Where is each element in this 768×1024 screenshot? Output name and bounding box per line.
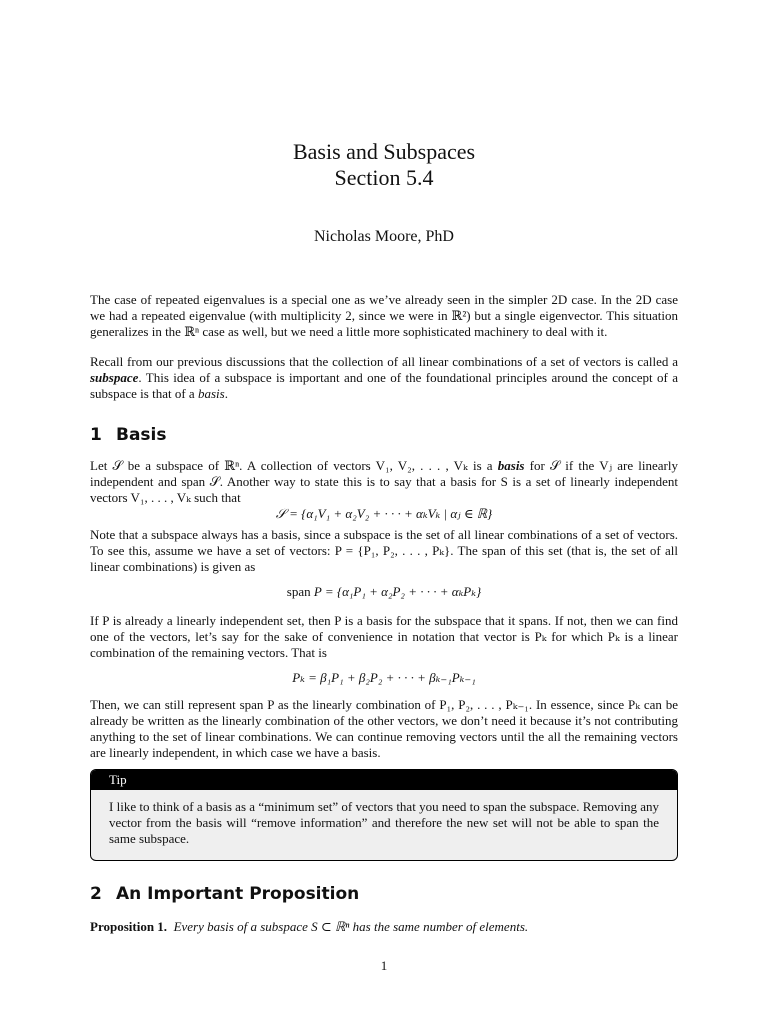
section-1-paragraph-1 bbox=[90, 458, 678, 506]
title-line-1: Basis and Subspaces bbox=[292, 139, 476, 164]
document-title bbox=[0, 139, 768, 191]
section-title: An Important Proposition bbox=[116, 884, 360, 904]
tip-text: I like to think of a basis as a “minimum set” of vectors that you need to span the subspace. Removing any vector from the basis will “remove information” and therefore the new set will not be able to span the same subspace. bbox=[109, 799, 659, 846]
author: Nicholas Moore, PhD bbox=[314, 228, 454, 245]
page-number: 1 bbox=[380, 958, 388, 973]
equation-subspace-span: 𝒮 = {α₁V₁ + α₂V₂ + · · · + αₖVₖ | αⱼ ∈ ℝ} bbox=[275, 506, 493, 521]
section-number: 1 bbox=[90, 425, 102, 445]
term-subspace: subspace bbox=[90, 370, 139, 385]
section-1-heading bbox=[90, 425, 167, 445]
section-number: 2 bbox=[90, 884, 102, 904]
proposition-1 bbox=[90, 919, 678, 935]
text-span: for 𝒮 if the Vⱼ are linearly independent and span 𝒮. Another way to state this is to say that a basis for S is a set of linearly independent vectors V₁, . . . , Vₖ such that bbox=[90, 458, 678, 505]
span-operator: span bbox=[286, 584, 311, 599]
title-line-2: Section 5.4 bbox=[334, 165, 434, 190]
text-span: . bbox=[224, 386, 228, 401]
section-1-paragraph-3: If P is already a linearly independent set, then P is a basis for the subspace that it spans. If not, then we can find one of the vectors, let’s say for the sake of convenience in notation that vector is Pₖ for which Pₖ is a linear combination of the remaining vectors. That is bbox=[90, 613, 678, 660]
tip-label: Tip bbox=[91, 770, 677, 790]
intro-paragraph-1: The case of repeated eigenvalues is a special one as we’ve already seen in the simpler 2D case. In the 2D case we had a repeated eigenvalue (with multiplicity 2, since we were in ℝ²) but a single eigenvector. This situation generalizes in the ℝⁿ case as well, but we need a little more sophisticated machinery to deal with it. bbox=[90, 292, 678, 339]
equation-pk-combination: Pₖ = β₁P₁ + β₂P₂ + · · · + βₖ₋₁Pₖ₋₁ bbox=[292, 670, 476, 685]
term-basis: basis bbox=[197, 386, 225, 401]
text-span: Let 𝒮 be a subspace of ℝⁿ. A collection of vectors V₁, V₂, . . . , Vₖ is a bbox=[90, 458, 498, 473]
section-1-paragraph-2: Note that a subspace always has a basis, since a subspace is the set of all linear combinations of a set of vectors. To see this, assume we have a set of vectors: P = {P₁, P₂, . . . , Pₖ}. The span of this set (that is, the set of all linear combinations) is given as bbox=[90, 527, 678, 574]
term-basis-bold: basis bbox=[497, 458, 525, 473]
equation-body: P = {α₁P₁ + α₂P₂ + · · · + αₖPₖ} bbox=[313, 584, 482, 599]
text-span: Recall from our previous discussions that the collection of all linear combinations of a set of vectors is called a bbox=[90, 354, 678, 369]
text-span: . This idea of a subspace is important and one of the foundational principles around the concept of a subspace is that of a bbox=[90, 370, 678, 401]
intro-paragraph-2 bbox=[90, 354, 678, 402]
section-1-paragraph-4: Then, we can still represent span P as the linearly combination of P₁, P₂, . . . , Pₖ₋₁. In essence, since Pₖ can be already be written as the linearly combination of the other vectors, we don’t need it because it’s not contributing anything to the set of linear combinations. We can continue removing vectors until the all the remaining vectors are linearly independent, in which case we have a basis. bbox=[90, 697, 678, 760]
tip-box bbox=[90, 769, 678, 861]
proposition-text: Every basis of a subspace S ⊂ ℝⁿ has the same number of elements. bbox=[173, 919, 529, 934]
section-title: Basis bbox=[116, 425, 167, 445]
section-2-heading bbox=[90, 884, 359, 904]
proposition-label: Proposition 1. bbox=[90, 919, 168, 934]
equation-span-p bbox=[90, 584, 678, 600]
